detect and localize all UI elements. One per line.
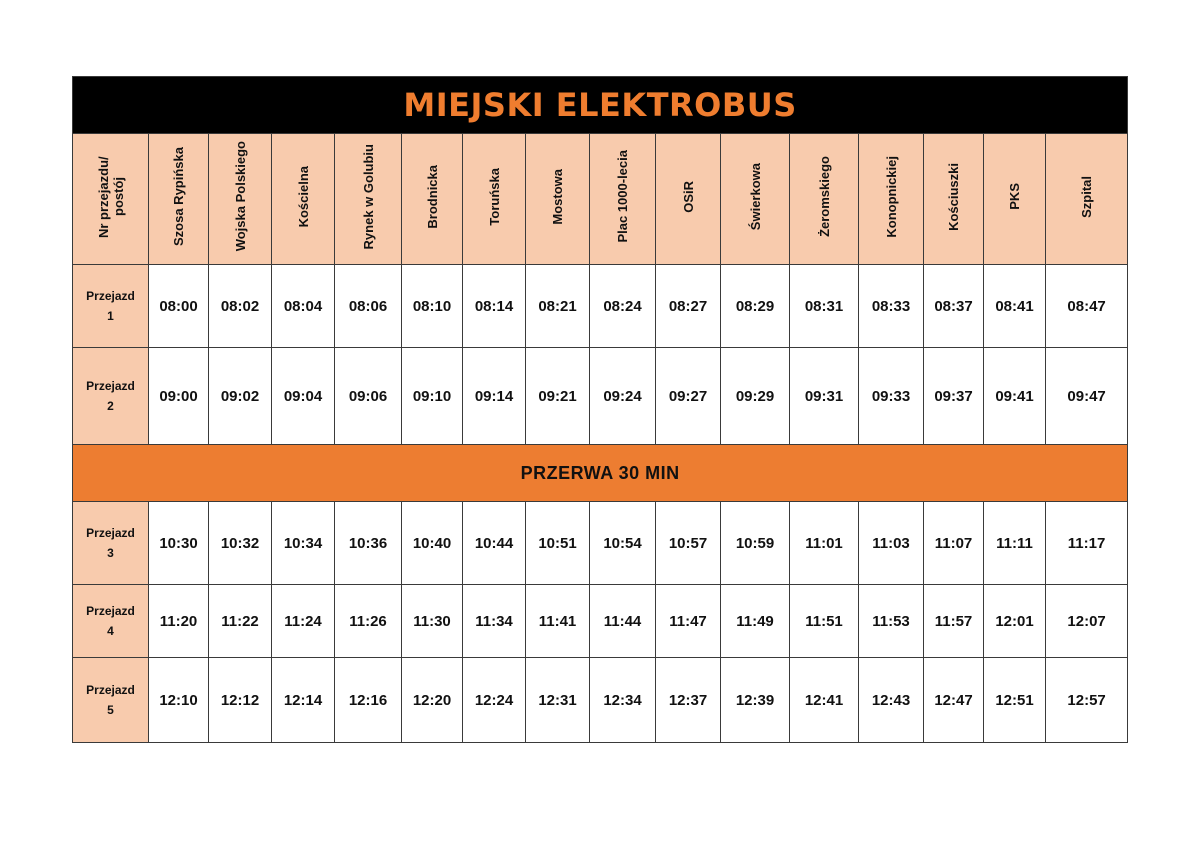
time-cell: 10:30 [149,502,209,585]
time-cell: 11:44 [590,585,656,658]
time-cell: 09:31 [790,348,859,445]
time-cell: 11:57 [924,585,984,658]
time-cell: 09:37 [924,348,984,445]
time-cell: 09:00 [149,348,209,445]
stop-header [463,134,526,265]
stop-name: Rynek w Golubiu [360,143,376,250]
time-cell: 11:01 [790,502,859,585]
stop-name: PKS [1007,183,1022,210]
trip-number: 4 [107,624,114,638]
stop-name: Konopnickiej [883,155,899,238]
time-cell: 12:39 [721,658,790,743]
time-cell: 10:59 [721,502,790,585]
time-cell: 09:24 [590,348,656,445]
time-cell: 09:41 [984,348,1046,445]
time-cell: 08:24 [590,265,656,348]
trip-label [73,658,149,743]
stop-header [656,134,721,265]
time-cell: 12:37 [656,658,721,743]
stop-name: Szpital [1079,175,1095,218]
stop-name: Kościuszki [946,162,961,231]
stop-header [859,134,924,265]
time-cell: 11:11 [984,502,1046,585]
time-cell: 08:31 [790,265,859,348]
trip-number: 1 [107,309,114,323]
time-cell: 08:02 [209,265,272,348]
title-row [73,77,1128,134]
trip-label [73,348,149,445]
time-cell: 08:04 [272,265,335,348]
time-cell: 09:10 [402,348,463,445]
time-cell: 10:44 [463,502,526,585]
trip-row [73,348,1128,445]
stop-name: Toruńska [486,167,502,226]
trip-row [73,502,1128,585]
trip-label-text: Przejazd [86,526,135,540]
break-row [73,445,1128,502]
time-cell: 09:29 [721,348,790,445]
stop-name: Świerkowa [747,162,763,231]
trip-number: 2 [107,399,114,413]
time-cell: 11:17 [1046,502,1128,585]
time-cell: 12:12 [209,658,272,743]
time-cell: 11:24 [272,585,335,658]
time-cell: 08:27 [656,265,721,348]
time-cell: 12:24 [463,658,526,743]
stop-header [790,134,859,265]
time-cell: 11:26 [335,585,402,658]
time-cell: 12:43 [859,658,924,743]
time-cell: 10:34 [272,502,335,585]
trip-row [73,585,1128,658]
time-cell: 08:29 [721,265,790,348]
timetable [72,76,1128,743]
trip-row [73,265,1128,348]
trip-row [73,658,1128,743]
stop-name: Żeromskiego [816,156,832,237]
trip-number: 5 [107,703,114,717]
time-cell: 11:49 [721,585,790,658]
time-cell: 11:53 [859,585,924,658]
time-cell: 11:03 [859,502,924,585]
time-cell: 11:22 [209,585,272,658]
time-cell: 12:34 [590,658,656,743]
trip-label [73,265,149,348]
time-cell: 10:40 [402,502,463,585]
time-cell: 09:33 [859,348,924,445]
time-cell: 08:21 [526,265,590,348]
time-cell: 08:33 [859,265,924,348]
time-cell: 12:51 [984,658,1046,743]
time-cell: 10:54 [590,502,656,585]
time-cell: 09:04 [272,348,335,445]
stop-name: Brodnicka [424,164,440,229]
time-cell: 10:51 [526,502,590,585]
time-cell: 11:51 [790,585,859,658]
trip-number: 3 [107,546,114,560]
time-cell: 12:16 [335,658,402,743]
stop-header [1046,134,1128,265]
time-cell: 12:47 [924,658,984,743]
time-cell: 11:41 [526,585,590,658]
stop-header [209,134,272,265]
header-row [73,134,1128,265]
time-cell: 09:06 [335,348,402,445]
stop-header [402,134,463,265]
stop-name: Mostowa [550,168,565,225]
trip-label-text: Przejazd [86,604,135,618]
stop-name: Szosa Rypińska [171,147,186,246]
time-cell: 08:10 [402,265,463,348]
time-cell: 12:31 [526,658,590,743]
break-banner: PRZERWA 30 MIN [73,445,1128,502]
stop-name: Kościelna [295,165,311,228]
stop-header [924,134,984,265]
trip-label [73,502,149,585]
stop-name: OSiR [680,180,696,213]
stop-header [984,134,1046,265]
trip-label-text: Przejazd [86,379,135,393]
time-cell: 11:20 [149,585,209,658]
time-cell: 12:07 [1046,585,1128,658]
time-cell: 12:14 [272,658,335,743]
time-cell: 08:06 [335,265,402,348]
time-cell: 12:10 [149,658,209,743]
time-cell: 11:47 [656,585,721,658]
time-cell: 12:41 [790,658,859,743]
time-cell: 08:00 [149,265,209,348]
page-title: MIEJSKI ELEKTROBUS [73,77,1128,134]
time-cell: 08:41 [984,265,1046,348]
header-first-label: Nr przejazdu/ postój [95,155,126,238]
time-cell: 11:34 [463,585,526,658]
stop-header [335,134,402,265]
trip-label-text: Przejazd [86,683,135,697]
trip-label-text: Przejazd [86,289,135,303]
time-cell: 08:37 [924,265,984,348]
time-cell: 08:14 [463,265,526,348]
stop-header [526,134,590,265]
time-cell: 11:07 [924,502,984,585]
time-cell: 10:36 [335,502,402,585]
time-cell: 09:02 [209,348,272,445]
time-cell: 09:21 [526,348,590,445]
time-cell: 12:01 [984,585,1046,658]
time-cell: 11:30 [402,585,463,658]
time-cell: 09:27 [656,348,721,445]
stop-name: Wojska Polskiego [232,141,248,252]
stop-header [272,134,335,265]
time-cell: 10:57 [656,502,721,585]
time-cell: 09:47 [1046,348,1128,445]
time-cell: 08:47 [1046,265,1128,348]
time-cell: 12:57 [1046,658,1128,743]
time-cell: 09:14 [463,348,526,445]
time-cell: 12:20 [402,658,463,743]
stop-header [721,134,790,265]
header-first-cell [73,134,149,265]
stop-header [149,134,209,265]
trip-label [73,585,149,658]
stop-name: Plac 1000-lecia [615,150,630,243]
time-cell: 10:32 [209,502,272,585]
stop-header [590,134,656,265]
